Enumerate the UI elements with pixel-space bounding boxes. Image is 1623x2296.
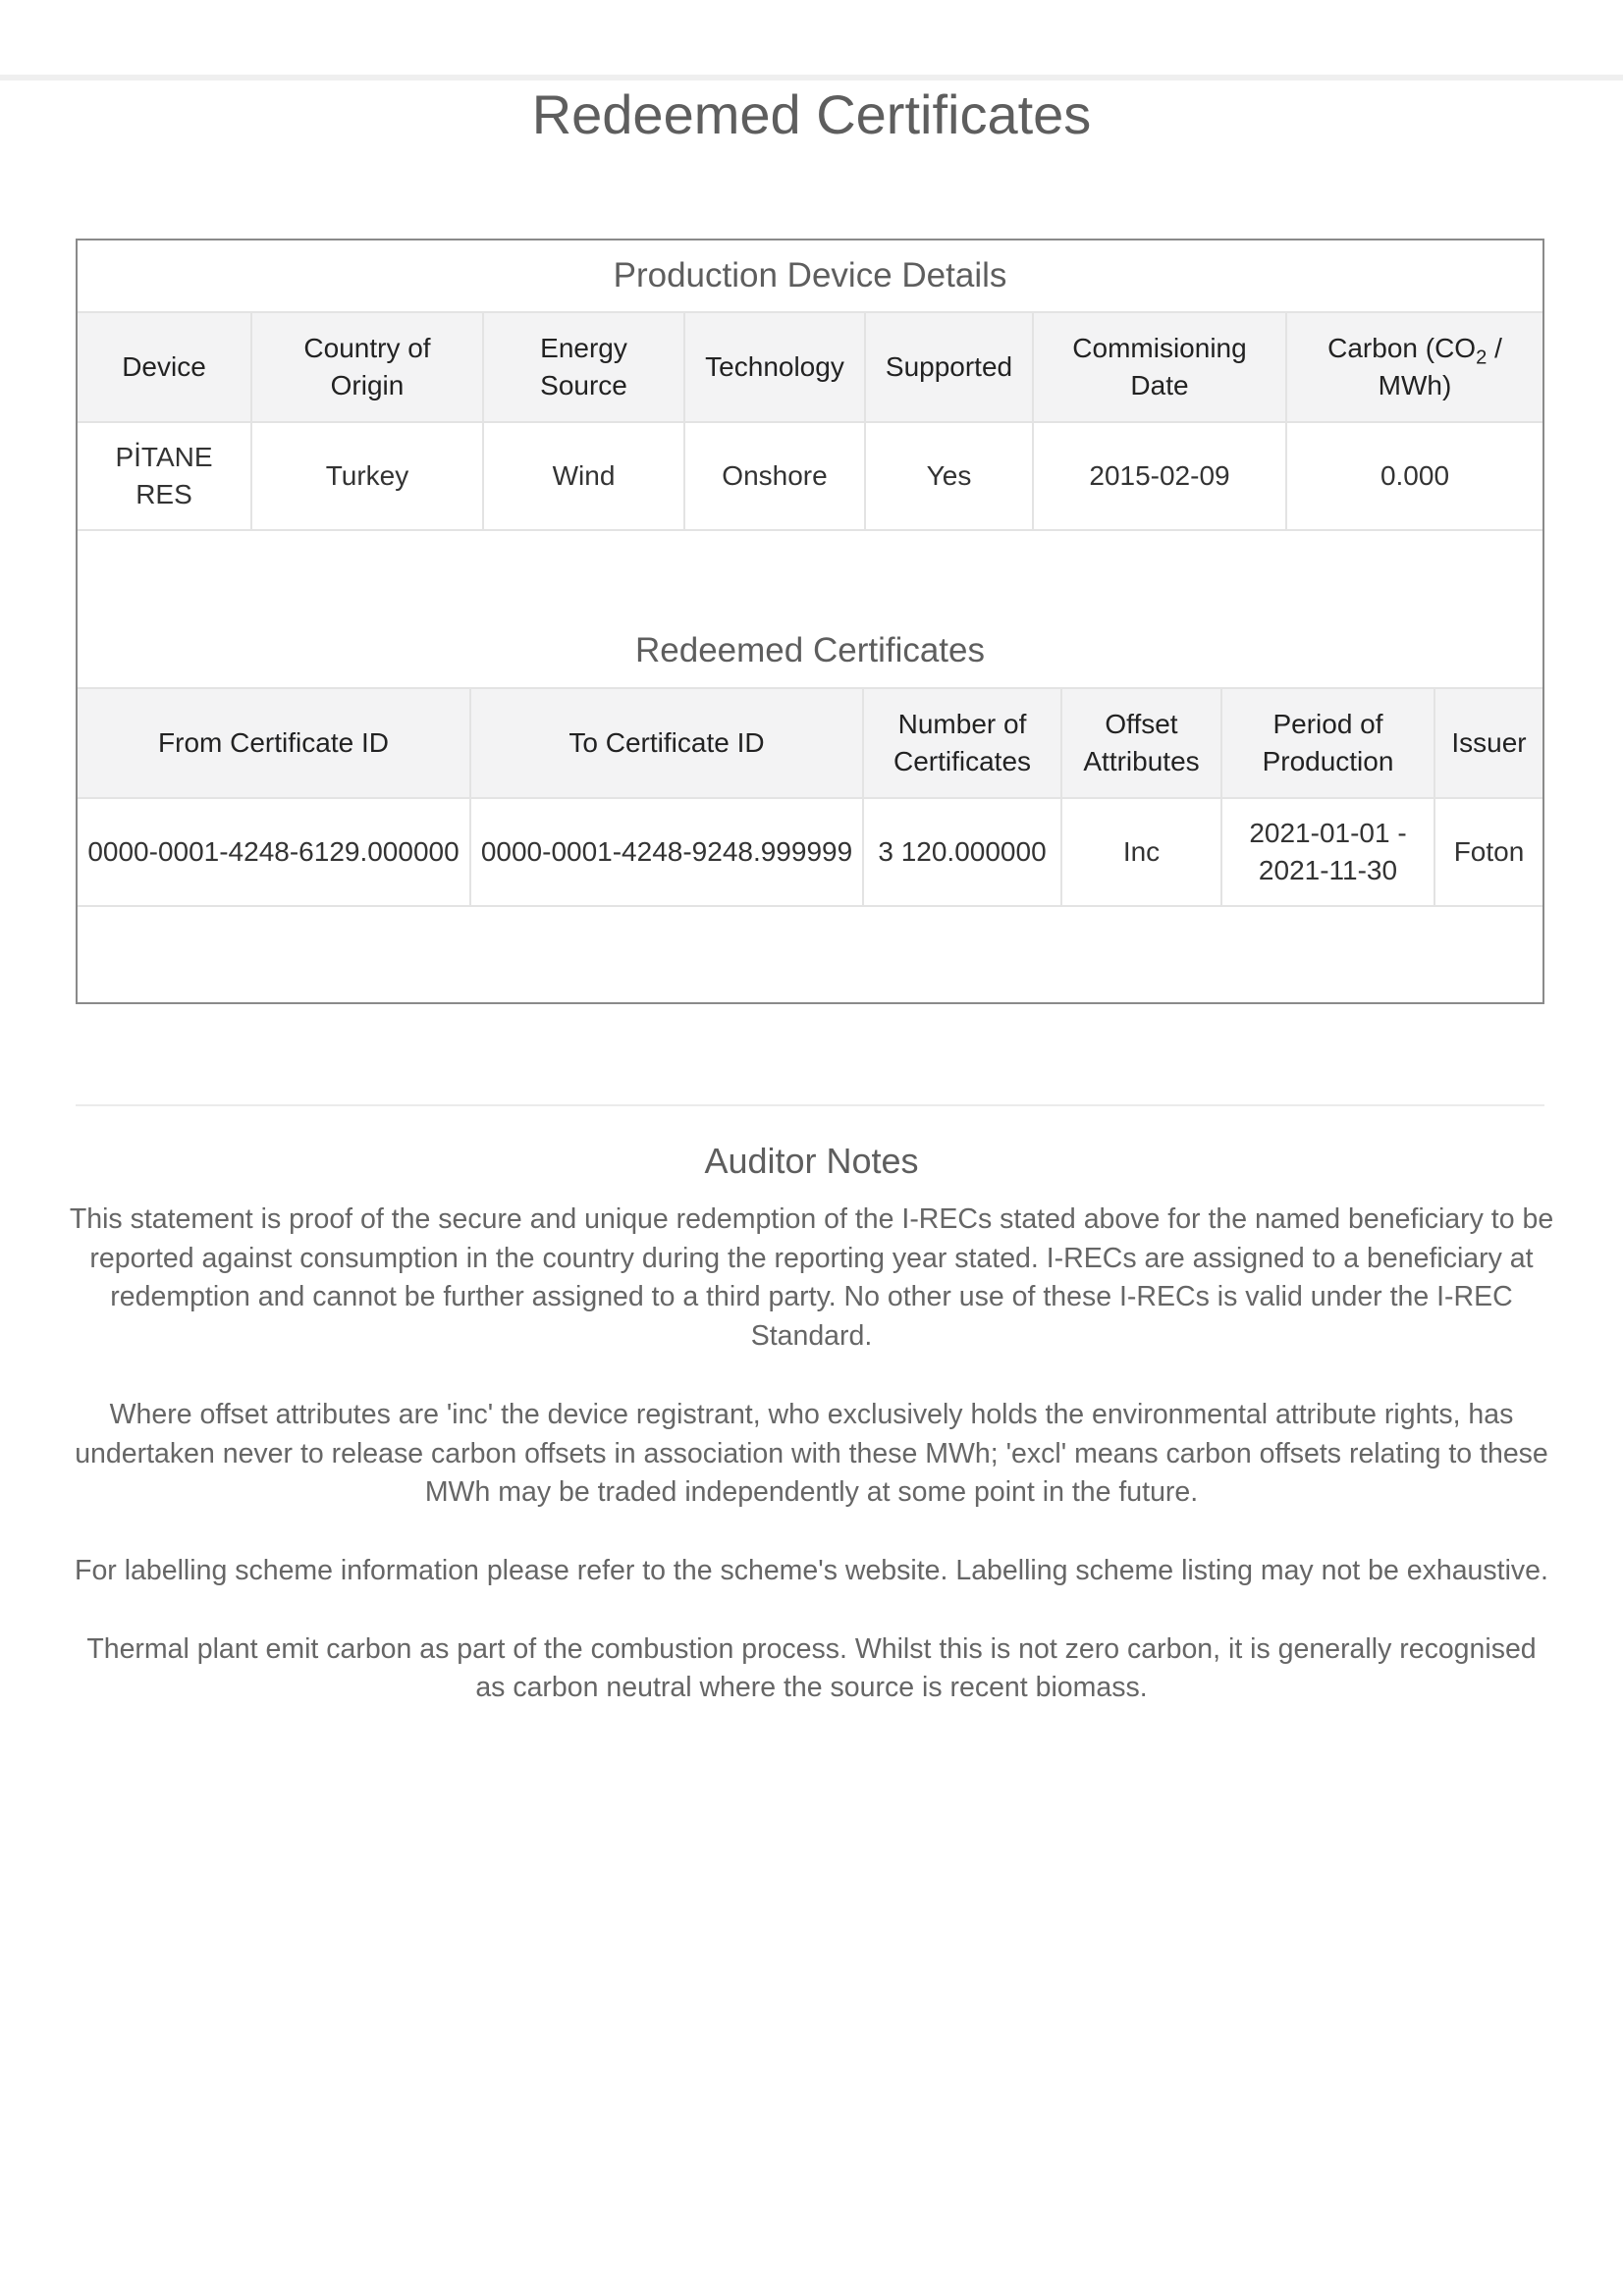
- section-divider: [76, 1104, 1544, 1106]
- cell-period-of-production: 2021-01-01 - 2021-11-30: [1221, 798, 1434, 906]
- cell-carbon: 0.000: [1286, 422, 1542, 530]
- header-device: Device: [78, 312, 251, 422]
- header-offset-attributes: Offset Attributes: [1061, 688, 1221, 798]
- cell-energy-source: Wind: [483, 422, 684, 530]
- header-technology: Technology: [684, 312, 865, 422]
- cell-offset-attributes: Inc: [1061, 798, 1221, 906]
- production-device-table: [78, 311, 1542, 531]
- table-row: [78, 798, 1542, 906]
- cell-issuer: Foton: [1434, 798, 1542, 906]
- header-from-certificate-id: From Certificate ID: [78, 688, 470, 798]
- auditor-note-thermal-plant: Thermal plant emit carbon as part of the combustion process. Whilst this is not zero carbon, it is generally recognised as carbon neutral where the source is recent biomass.: [86, 1632, 1537, 1704]
- header-energy-source: Energy Source: [483, 312, 684, 422]
- table-header-row: [78, 312, 1542, 422]
- header-supported: Supported: [865, 312, 1033, 422]
- header-period-of-production: Period of Production: [1221, 688, 1434, 798]
- cell-commissioning-date: 2015-02-09: [1033, 422, 1286, 530]
- auditor-note-offset-attributes: Where offset attributes are 'inc' the device registrant, who exclusively holds the environmental attribute rights, has undertaken never to release carbon offsets in association with these MWh; 'excl' means carbon offsets relating to these MWh may be traded independently at some point in the future.: [75, 1398, 1548, 1509]
- cell-from-certificate-id: 0000-0001-4248-6129.000000: [78, 798, 470, 906]
- auditor-notes-title: Auditor Notes: [704, 1141, 919, 1181]
- cell-number-of-certificates: 3 120.000000: [863, 798, 1061, 906]
- certificate-frame: [76, 239, 1544, 1004]
- cell-to-certificate-id: 0000-0001-4248-9248.999999: [470, 798, 863, 906]
- redeemed-certificates-title: Redeemed Certificates: [635, 631, 985, 669]
- auditor-notes: [69, 1201, 1554, 1747]
- production-device-title: Production Device Details: [613, 256, 1007, 294]
- header-issuer: Issuer: [1434, 688, 1542, 798]
- header-country-of-origin: Country of Origin: [251, 312, 483, 422]
- cell-country: Turkey: [251, 422, 483, 530]
- header-commissioning-date: Commisioning Date: [1033, 312, 1286, 422]
- auditor-note-labelling-scheme: For labelling scheme information please refer to the scheme's website. Labelling scheme listing may not be exhaustive.: [75, 1554, 1548, 1586]
- header-number-of-certificates: Number of Certificates: [863, 688, 1061, 798]
- cell-technology: Onshore: [684, 422, 865, 530]
- page-title: Redeemed Certificates: [531, 83, 1092, 145]
- top-divider: [0, 75, 1623, 80]
- cell-supported: Yes: [865, 422, 1033, 530]
- table-row: [78, 422, 1542, 530]
- redeemed-certificates-table: [78, 687, 1542, 907]
- auditor-note-redemption: This statement is proof of the secure and unique redemption of the I-RECs stated above for the named beneficiary to be reported against consumption in the country during the reporting year stated. I-RECs are assigned to a beneficiary at redemption and cannot be further assigned to a third party. No other use of these I-RECs is valid under the I-REC Standard.: [69, 1203, 1554, 1353]
- table-header-row: [78, 688, 1542, 798]
- header-to-certificate-id: To Certificate ID: [470, 688, 863, 798]
- header-carbon: Carbon ($CO_2$ / MWh): [1286, 312, 1542, 422]
- cell-device: PİTANE RES: [78, 422, 251, 530]
